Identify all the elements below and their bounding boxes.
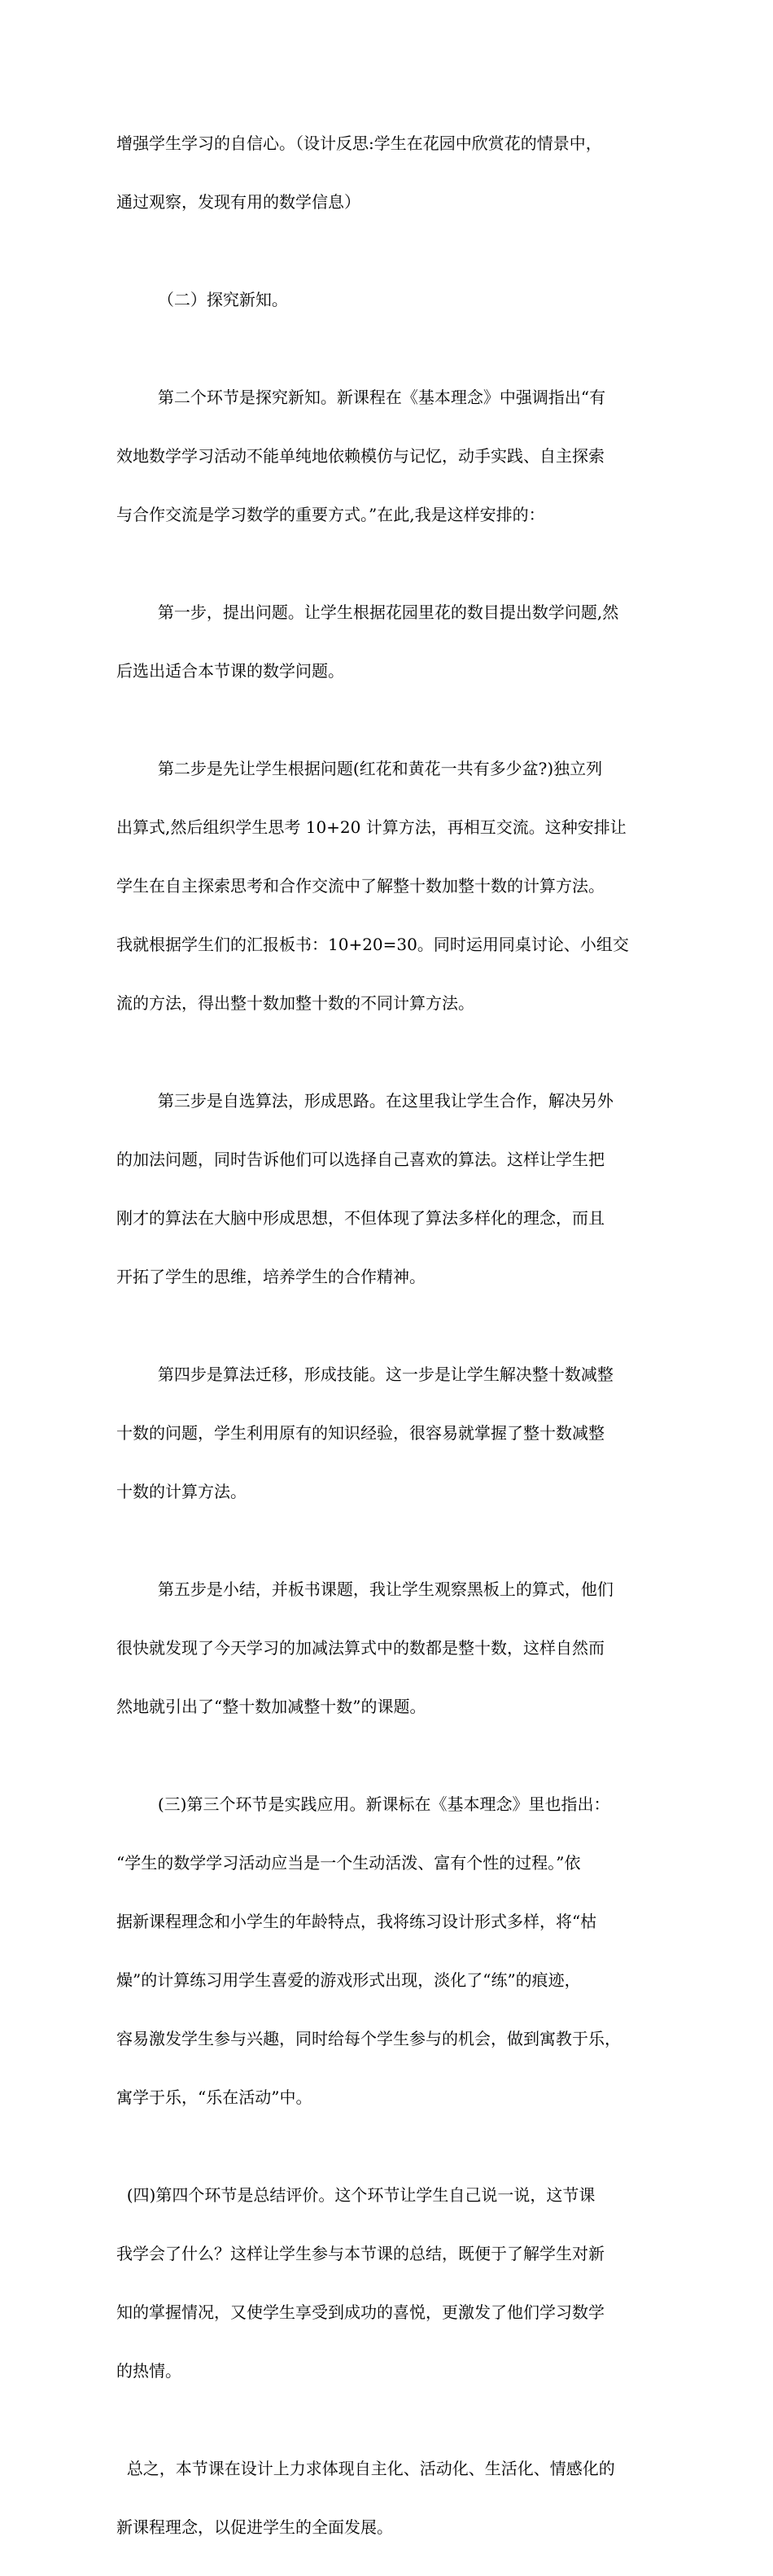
paragraph (116, 94, 671, 251)
text-line: (四)第四个环节是总结评价。这个环节让学生自己说一说，这节课 (116, 2185, 596, 2205)
paragraph (116, 348, 671, 563)
paragraph (116, 1755, 671, 2146)
text-line: 效地数学学习活动不能单纯地依赖模仿与记忆，动手实践、自主探索 (116, 446, 605, 466)
text-line: 第四步是算法迁移，形成技能。这一步是让学生解决整十数减整 (116, 1365, 614, 1384)
text-line: 开拓了学生的思维，培养学生的合作精神。 (116, 1267, 426, 1286)
text-line: 通过观察，发现有用的数学信息） (116, 192, 360, 212)
text-line: 第五步是小结，并板书课题，我让学生观察黑板上的算式，他们 (116, 1579, 614, 1599)
text-line: 很快就发现了今天学习的加减法算式中的数都是整十数，这样自然而 (116, 1638, 605, 1658)
paragraph (116, 1325, 671, 1540)
text-line: 第三步是自选算法，形成思路。在这里我让学生合作，解决另外 (116, 1091, 614, 1111)
text-line: (三)第三个环节是实践应用。新课标在《基本理念》里也指出： (116, 1794, 610, 1814)
text-line: 总之，本节课在设计上力求体现自主化、活动化、生活化、情感化的 (116, 2459, 615, 2478)
text-line: 后选出适合本节课的数学问题。 (116, 661, 344, 681)
text-line: 刚才的算法在大脑中形成思想，不但体现了算法多样化的理念，而且 (116, 1208, 605, 1228)
paragraph (116, 1052, 671, 1325)
text-line: 然地就引出了“整十数加减整十数”的课题。 (116, 1697, 426, 1716)
text-line: 学生在自主探索思考和合作交流中了解整十数加整十数的计算方法。 (116, 876, 605, 896)
section-heading (116, 251, 671, 348)
text-line: 增强学生学习的自信心。（设计反思:学生在花园中欣赏花的情景中， (116, 134, 602, 153)
text-line: 第一步，提出问题。让学生根据花园里花的数目提出数学问题,然 (116, 602, 619, 622)
paragraph (116, 2146, 671, 2420)
text-line: 燥”的计算练习用学生喜爱的游戏形式出现，淡化了“练”的痕迹， (116, 1970, 581, 1990)
text-line: 寓学于乐，“乐在活动”中。 (116, 2088, 312, 2107)
text-line: 我就根据学生们的汇报板书：10+20=30。同时运用同桌讨论、小组交 (116, 935, 629, 954)
text-line: 的加法问题，同时告诉他们可以选择自己喜欢的算法。这样让学生把 (116, 1150, 605, 1169)
text-line: 知的掌握情况，又使学生享受到成功的喜悦，更激发了他们学习数学 (116, 2302, 605, 2322)
text-line: 十数的计算方法。 (116, 1482, 247, 1501)
text-line: 第二步是先让学生根据问题(红花和黄花一共有多少盆?)独立列 (116, 759, 603, 778)
paragraph (116, 2420, 671, 2576)
text-line: 的热情。 (116, 2361, 181, 2381)
text-line: （二）探究新知。 (116, 290, 288, 309)
text-line: 新课程理念，以促进学生的全面发展。 (116, 2517, 393, 2537)
text-line: 我学会了什么？这样让学生参与本节课的总结，既便于了解学生对新 (116, 2244, 605, 2263)
text-line: 与合作交流是学习数学的重要方式。”在此,我是这样安排的： (116, 505, 545, 524)
text-line: 流的方法，得出整十数加整十数的不同计算方法。 (116, 993, 474, 1013)
document-page (116, 94, 671, 2576)
text-line: 据新课程理念和小学生的年龄特点，我将练习设计形式多样，将“枯 (116, 1912, 597, 1931)
paragraph (116, 1540, 671, 1755)
paragraph (116, 720, 671, 1052)
paragraph (116, 563, 671, 720)
text-line: 十数的问题，学生利用原有的知识经验，很容易就掌握了整十数减整 (116, 1423, 605, 1443)
text-line: 容易激发学生参与兴趣，同时给每个学生参与的机会，做到寓教于乐， (116, 2029, 621, 2048)
text-line: “学生的数学学习活动应当是一个生动活泼、富有个性的过程。”依 (116, 1853, 581, 1873)
text-line: 第二个环节是探究新知。新课程在《基本理念》中强调指出“有 (116, 388, 606, 407)
text-line: 出算式,然后组织学生思考 10+20 计算方法，再相互交流。这种安排让 (116, 817, 627, 837)
